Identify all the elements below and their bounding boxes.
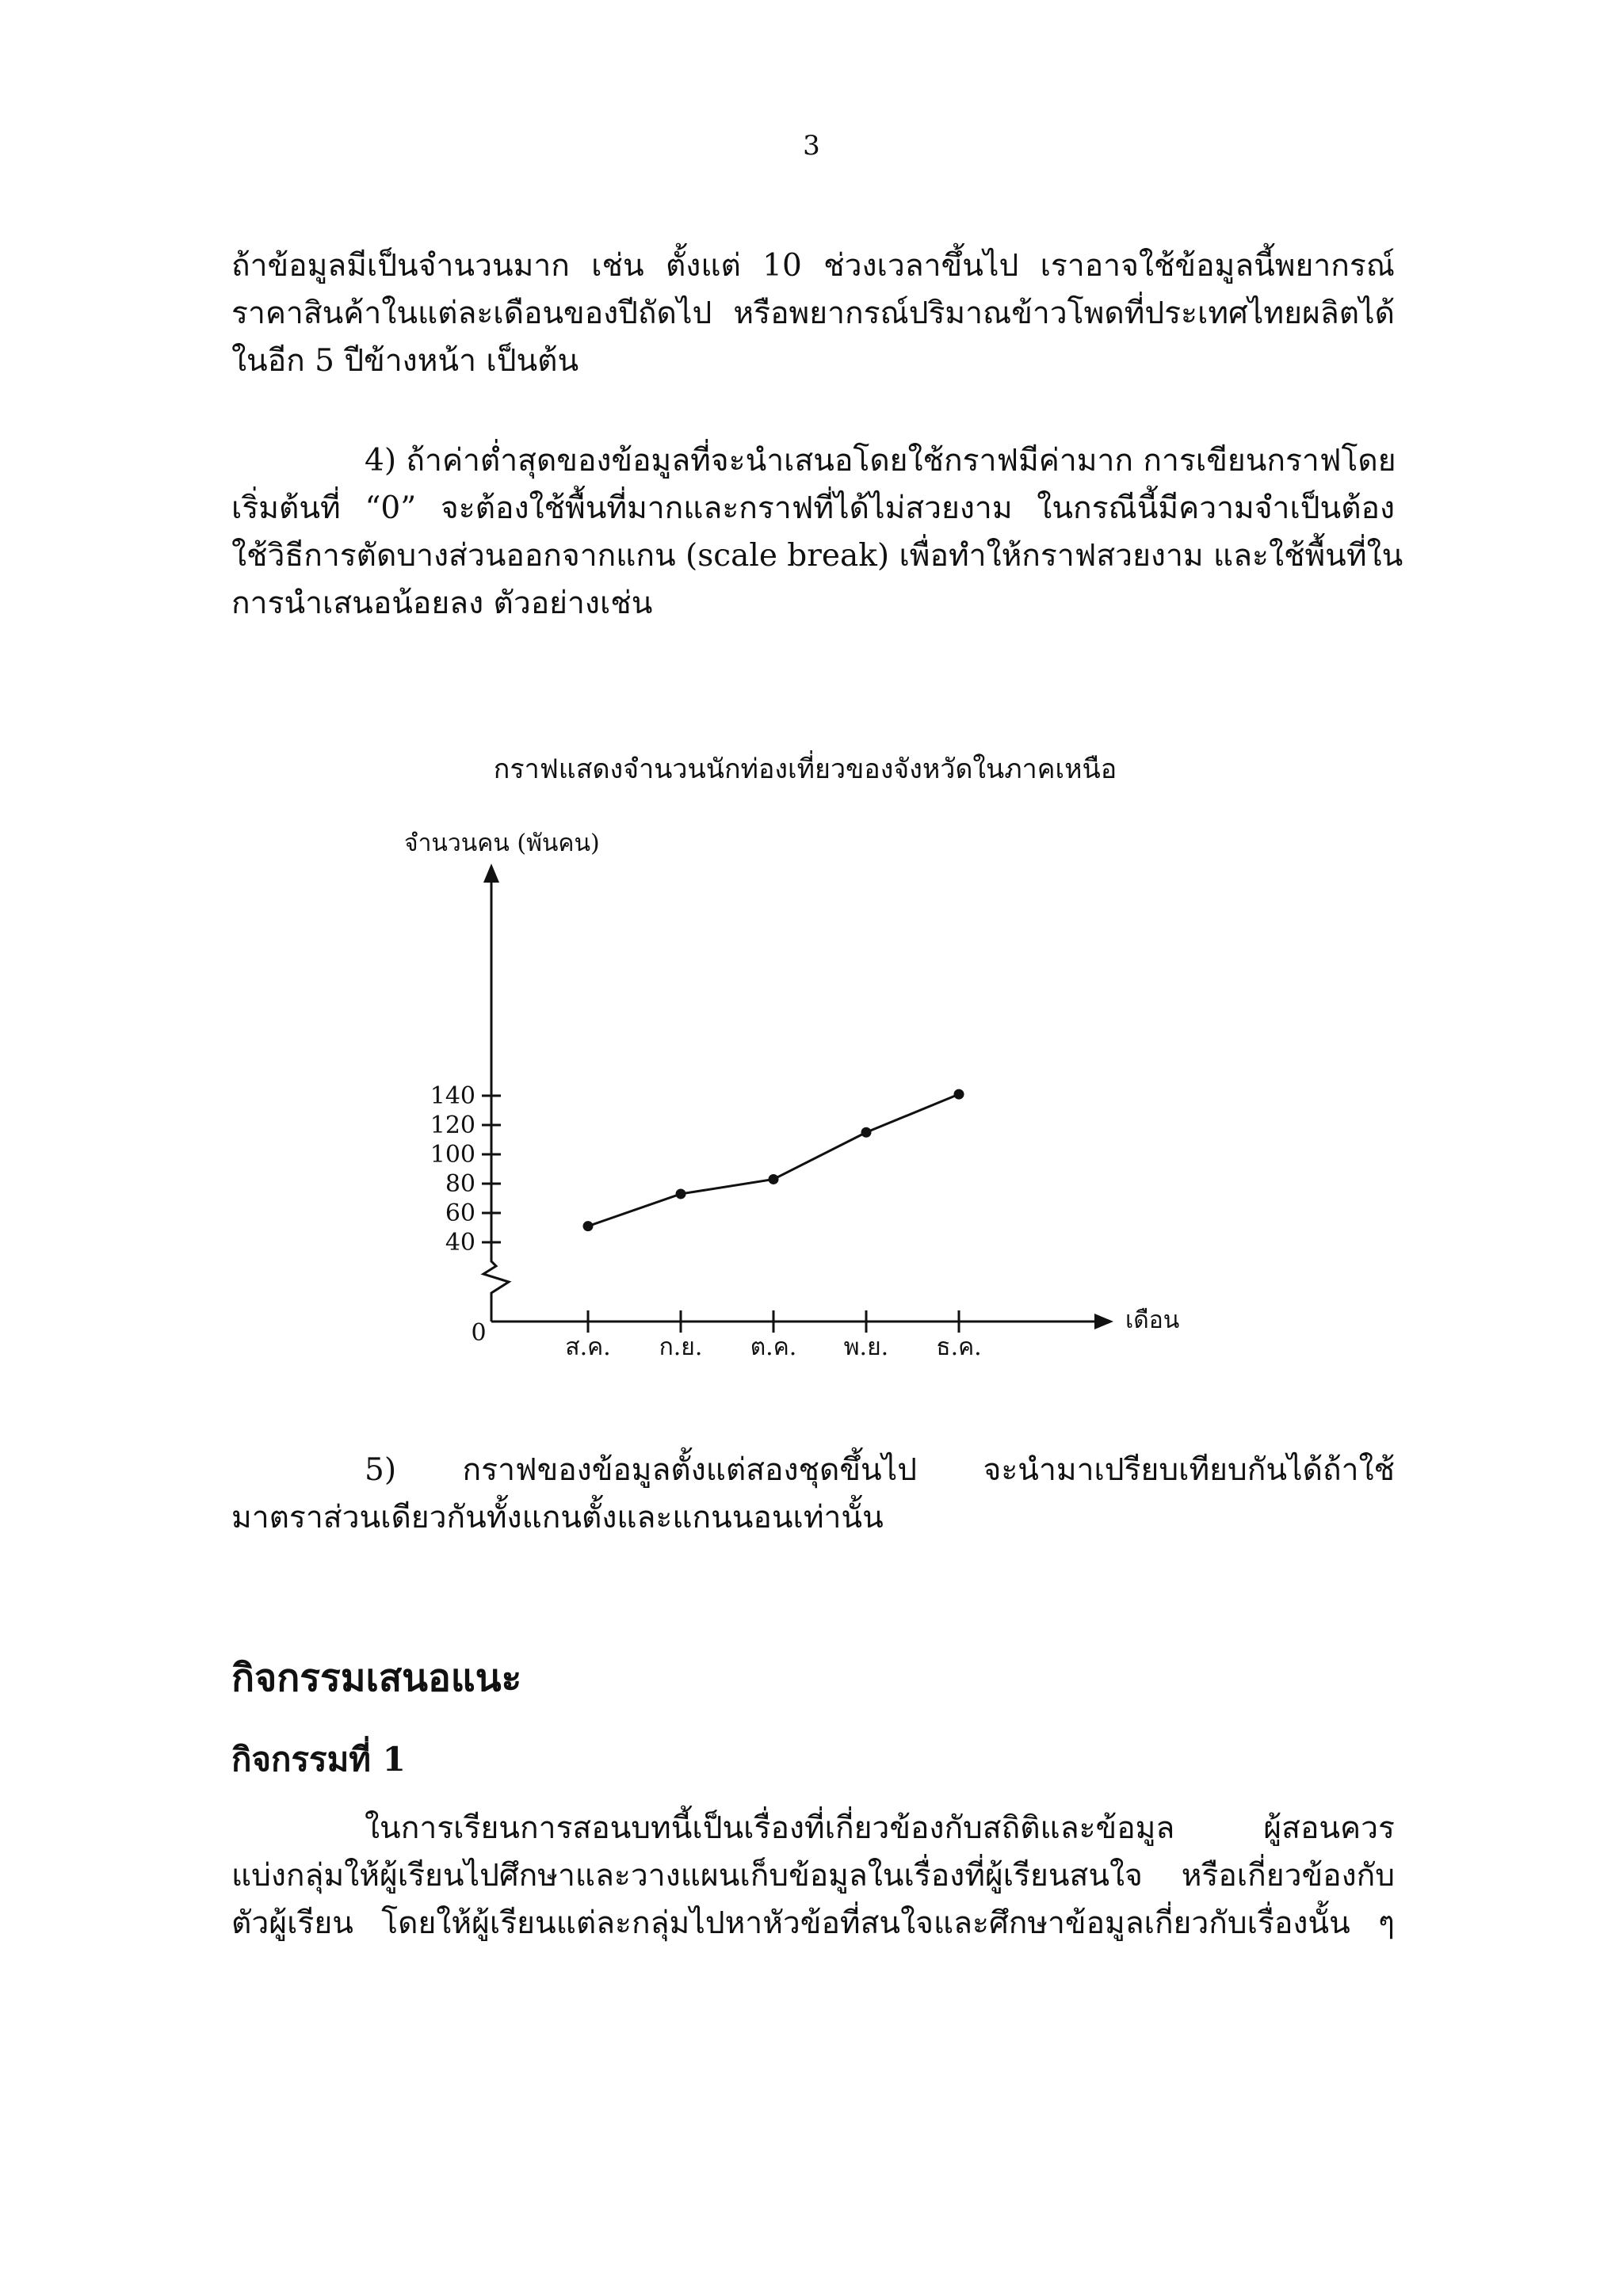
- data-point: [583, 1221, 594, 1231]
- x-tick-label: ส.ค.: [565, 1333, 611, 1361]
- text-line: ตัวผู้เรียน โดยให้ผู้เรียนแต่ละกลุ่มไปหาหัวข้อที่สนใจและศึกษาข้อมูลเกี่ยวกับเรื่องนั้น ๆ: [231, 1905, 1395, 1941]
- y-tick-label: 40: [445, 1229, 475, 1257]
- x-tick-label: พ.ย.: [843, 1333, 889, 1361]
- text-line: 4) ถ้าค่าต่ำสุดของข้อมูลที่จะนำเสนอโดยใช้กราฟมีค่ามาก การเขียนกราฟโดย: [365, 443, 1396, 479]
- chart-axes: [483, 864, 1113, 1329]
- paragraph-activity: [231, 1805, 1395, 1947]
- x-tick-label: ธ.ค.: [936, 1333, 982, 1361]
- y-axis-arrow: [483, 864, 499, 883]
- y-tick-label: 100: [430, 1141, 475, 1169]
- data-point: [861, 1127, 872, 1138]
- text-line: ในอีก 5 ปีข้างหน้า เป็นต้น: [231, 343, 579, 379]
- section-heading: กิจกรรมเสนอแนะ: [231, 1656, 522, 1700]
- text-line: ราคาสินค้าในแต่ละเดือนของปีถัดไป หรือพยากรณ์ปริมาณข้าวโพดที่ประเทศไทยผลิตได้: [231, 296, 1395, 331]
- series-line: [588, 1094, 959, 1226]
- data-point: [769, 1174, 779, 1184]
- activity-heading: กิจกรรมที่ 1: [231, 1740, 406, 1779]
- y-tick-label: 140: [430, 1082, 475, 1110]
- y-tick-label: 120: [430, 1112, 475, 1139]
- text-line: มาตราส่วนเดียวกันทั้งแกนตั้งและแกนนอนเท่านั้น: [231, 1500, 884, 1535]
- y-axis-ticks: [430, 1082, 501, 1257]
- data-point: [676, 1188, 686, 1199]
- y-axis-line: [483, 881, 509, 1322]
- x-axis-arrow: [1094, 1314, 1113, 1329]
- paragraph-scale-break: [231, 437, 1403, 627]
- text-line: การนำเสนอน้อยลง ตัวอย่างเช่น: [231, 585, 653, 621]
- text-line: แบ่งกลุ่มให้ผู้เรียนไปศึกษาและวางแผนเก็บข้อมูลในเรื่องที่ผู้เรียนสนใจ หรือเกี่ยวข้องกับ: [231, 1858, 1395, 1894]
- y-tick-label: 60: [445, 1199, 475, 1227]
- data-series: [583, 1089, 964, 1232]
- x-tick-label: ต.ค.: [750, 1333, 797, 1361]
- y-tick-label: 80: [445, 1170, 475, 1198]
- text-line: เริ่มต้นที่ “0” จะต้องใช้พื้นที่มากและกราฟที่ได้ไม่สวยงาม ในกรณีนี้มีความจำเป็นต้อง: [231, 490, 1395, 526]
- x-tick-label: ก.ย.: [659, 1333, 703, 1361]
- text-line: 5) กราฟของข้อมูลตั้งแต่สองชุดขึ้นไป จะนำมาเปรียบเทียบกันได้ถ้าใช้: [365, 1452, 1395, 1488]
- chart-title: กราฟแสดงจำนวนนักท่องเที่ยวของจังหวัดในภาคเหนือ: [493, 753, 1117, 785]
- text-line: ถ้าข้อมูลมีเป็นจำนวนมาก เช่น ตั้งแต่ 10 ช่วงเวลาขึ้นไป เราอาจใช้ข้อมูลนี้พยากรณ์: [231, 248, 1395, 284]
- text-line: ใช้วิธีการตัดบางส่วนออกจากแกน (scale break) เพื่อทำให้กราฟสวยงาม และใช้พื้นที่ใน: [231, 538, 1403, 574]
- x-axis-ticks: [565, 1310, 981, 1361]
- x-axis-label: เดือน: [1125, 1306, 1180, 1334]
- origin-label: 0: [471, 1319, 487, 1347]
- paragraph-comparison: [231, 1447, 1395, 1542]
- page-number: 3: [803, 130, 820, 162]
- text-line: ในการเรียนการสอนบทนี้เป็นเรื่องที่เกี่ยวข้องกับสถิติและข้อมูล ผู้สอนควร: [365, 1810, 1395, 1846]
- data-point: [954, 1089, 964, 1100]
- y-axis-label: จำนวนคน (พันคน): [404, 830, 600, 857]
- paragraph-forecasting: [231, 242, 1395, 385]
